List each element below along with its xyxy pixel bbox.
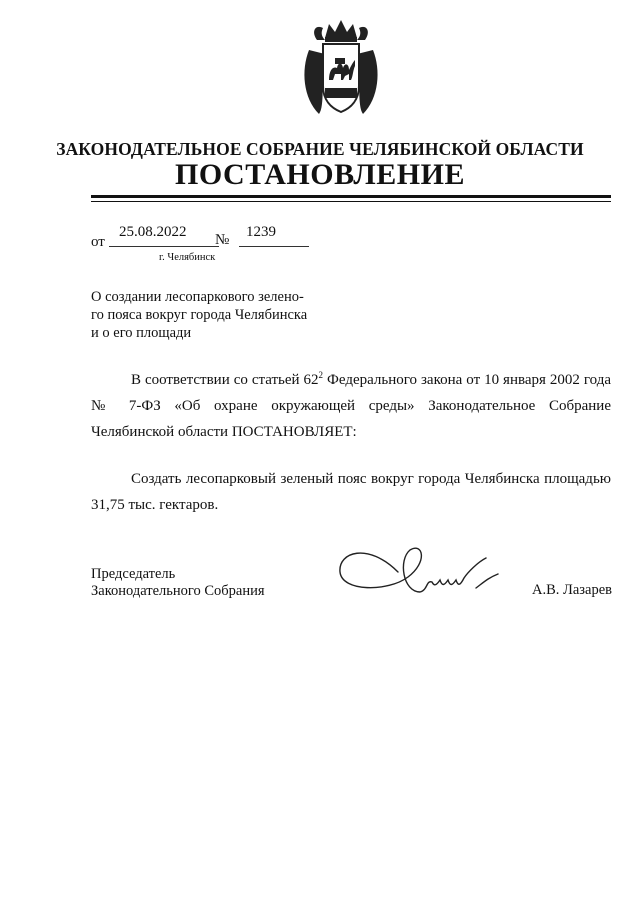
number-underline <box>239 246 309 247</box>
document-number: 1239 <box>246 224 276 240</box>
from-label: от <box>91 234 105 250</box>
signatory-title-line: Законодательного Собрания <box>91 583 265 599</box>
subject-line: О создании лесопаркового зелено- <box>91 289 304 305</box>
document-date: 25.08.2022 <box>119 224 187 240</box>
date-number-row <box>91 224 321 250</box>
subject-line: го пояса вокруг города Челябинска <box>91 307 308 323</box>
organization-name: ЗАКОНОДАТЕЛЬНОЕ СОБРАНИЕ ЧЕЛЯБИНСКОЙ ОБЛАСТИ <box>56 139 584 159</box>
coat-of-arms-emblem <box>295 10 387 122</box>
document-type-title: ПОСТАНОВЛЕНИЕ <box>175 158 465 191</box>
signatory-name: А.В. Лазарев <box>532 582 612 598</box>
document-subject <box>91 288 316 342</box>
body-paragraph-1 <box>91 362 611 445</box>
p1-text-a: В соответствии со статьей 62 <box>131 372 319 388</box>
header-rule-thick <box>91 195 611 198</box>
body-paragraph-2 <box>91 466 611 518</box>
number-label: № <box>215 232 230 248</box>
header-rule-thin <box>91 201 611 202</box>
p1-text-b: Федерального закона от 10 января 2002 года № 7-ФЗ «Об охране окружающей среды» Законодательное Собрание Челябинской области ПОСТАНОВЛЯЕТ: <box>91 372 611 440</box>
p2-text: Создать лесопарковый зеленый пояс вокруг города Челябинска площадью 31,75 тыс. гектаров. <box>91 471 611 513</box>
p1-superscript: 2 <box>318 370 324 380</box>
date-underline <box>109 246 219 247</box>
subject-line: и о его площади <box>91 325 192 341</box>
handwritten-signature <box>328 532 508 612</box>
signatory-title <box>91 566 265 600</box>
city-label: г. Челябинск <box>159 252 216 263</box>
signatory-title-line: Председатель <box>91 566 176 582</box>
